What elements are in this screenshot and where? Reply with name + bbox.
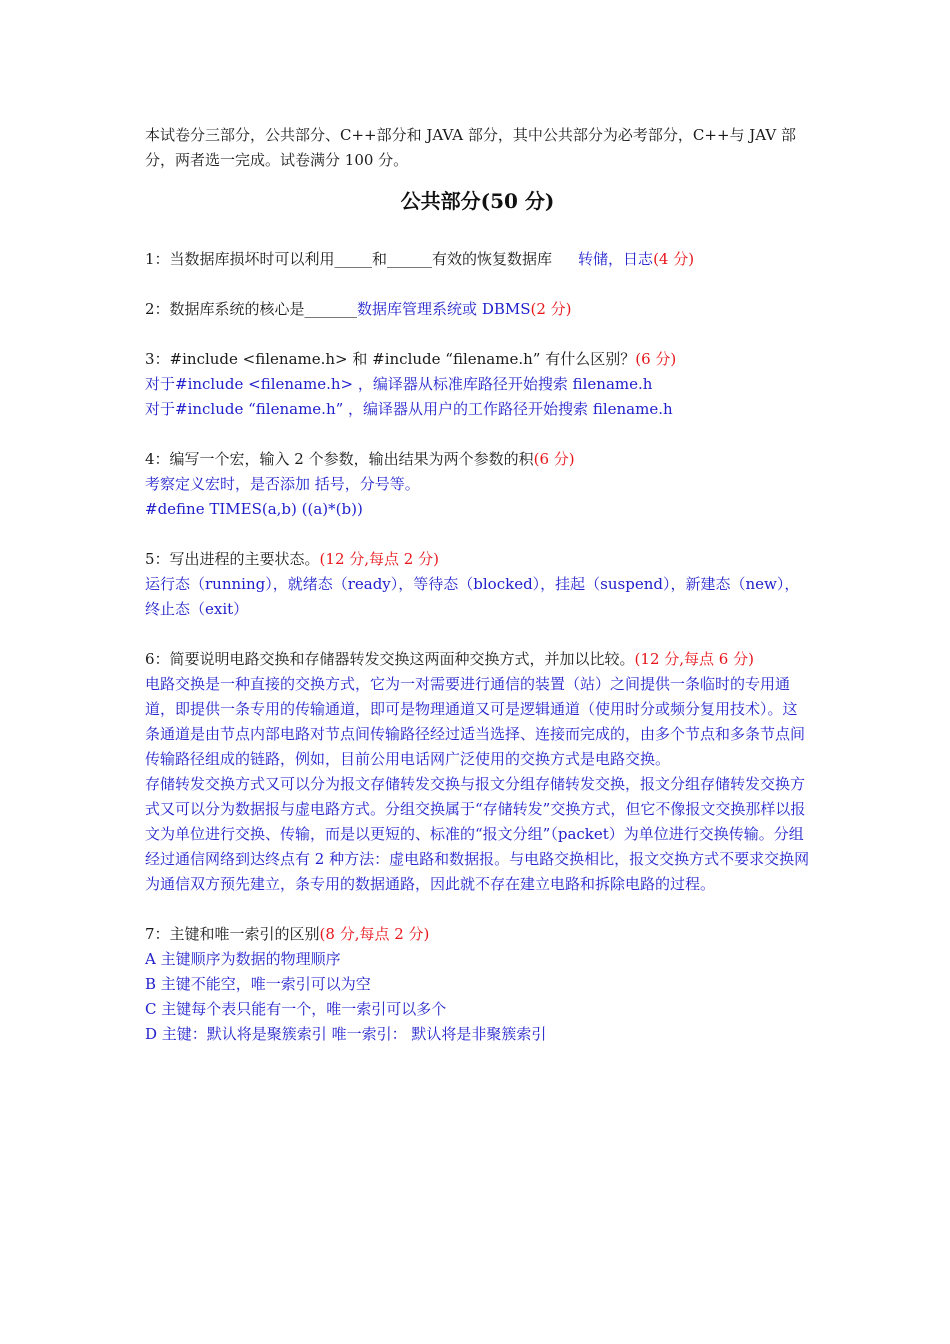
question-2-score: (2 分) bbox=[530, 300, 572, 318]
section-title: 公共部分(50 分) bbox=[400, 189, 555, 213]
question-1 bbox=[145, 247, 810, 272]
question-6-answer-1: 电路交换是一种直接的交换方式，它为一对需要进行通信的装置（站）之间提供一条临时的专用通道，即提供一条专用的传输通道，即可是物理通道又可是逻辑通道（使用时分或频分复用技术）。这条通道是由节点内部电路对节点间传输路径经过适当选择、连接而完成的，由多个节点和多条节点间传输路径组成的链路，例如，目前公用电话网广泛使用的交换方式是电路交换。 bbox=[145, 675, 806, 768]
question-2 bbox=[145, 297, 810, 322]
question-4 bbox=[145, 447, 810, 522]
question-1-text: 1：当数据库损坏时可以利用_____和______有效的恢复数据库 bbox=[145, 250, 553, 268]
intro-paragraph: 本试卷分三部分，公共部分、C++部分和 JAVA 部分，其中公共部分为必考部分，C++与 JAV 部分，两者选一完成。试卷满分 100 分。 bbox=[145, 126, 796, 169]
question-5-text: 5：写出进程的主要状态。 bbox=[145, 550, 320, 568]
question-7-answer-c: C 主键每个表只能有一个，唯一索引可以多个 bbox=[145, 1000, 447, 1018]
question-7-answer-d: D 主键：默认将是聚簇索引 唯一索引： 默认将是非聚簇索引 bbox=[145, 1025, 547, 1043]
question-7-score: (8 分,每点 2 分) bbox=[319, 925, 430, 943]
question-7-answer-b: B 主键不能空，唯一索引可以为空 bbox=[145, 975, 371, 993]
question-3-answer-2: 对于#include “filename.h” ，编译器从用户的工作路径开始搜索 filename.h bbox=[145, 400, 673, 418]
question-3 bbox=[145, 347, 810, 422]
question-3-score: (6 分) bbox=[635, 350, 677, 368]
question-2-answer: 数据库管理系统或 DBMS bbox=[357, 300, 531, 318]
question-7-answer-a: A 主键顺序为数据的物理顺序 bbox=[145, 950, 341, 968]
question-3-text: 3：#include <filename.h> 和 #include “filename.h” 有什么区别？ bbox=[145, 350, 636, 368]
question-4-answer-1: 考察定义宏时，是否添加 括号，分号等。 bbox=[145, 475, 420, 493]
question-1-answer: 转储，日志 bbox=[578, 250, 654, 268]
question-4-answer-2: #define TIMES(a,b) ((a)*(b)) bbox=[145, 500, 363, 518]
question-1-score: (4 分) bbox=[653, 250, 695, 268]
question-7-text: 7：主键和唯一索引的区别 bbox=[145, 925, 320, 943]
question-6-text: 6：简要说明电路交换和存储器转发交换这两面种交换方式，并加以比较。 bbox=[145, 650, 635, 668]
question-5-score: (12 分,每点 2 分) bbox=[319, 550, 439, 568]
question-6-score: (12 分,每点 6 分) bbox=[634, 650, 754, 668]
question-2-text: 2：数据库系统的核心是_______ bbox=[145, 300, 358, 318]
question-3-answer-1: 对于#include <filename.h> ，编译器从标准库路径开始搜索 filename.h bbox=[145, 375, 653, 393]
exam-content bbox=[145, 123, 810, 1072]
question-4-score: (6 分) bbox=[533, 450, 575, 468]
question-5-answer: 运行态（running），就绪态（ready），等待态（blocked），挂起（suspend），新建态（new），终止态（exit） bbox=[145, 575, 800, 618]
question-6-answer-2: 存储转发交换方式又可以分为报文存储转发交换与报文分组存储转发交换，报文分组存储转发交换方式又可以分为数据报与虚电路方式。分组交换属于“存储转发”交换方式，但它不像报文交换那样以报文为单位进行交换、传输，而是以更短的、标准的“报文分组”（packet）为单位进行交换传输。分组经过通信网络到达终点有 2 种方法：虚电路和数据报。与电路交换相比，报文交换方式不要求交换网为通信双方预先建立，条专用的数据通路，因此就不存在建立电路和拆除电路的过程。 bbox=[145, 775, 810, 893]
question-7 bbox=[145, 922, 810, 1047]
question-6 bbox=[145, 647, 810, 897]
question-5 bbox=[145, 547, 810, 622]
question-4-text: 4：编写一个宏，输入 2 个参数，输出结果为两个参数的积 bbox=[145, 450, 534, 468]
